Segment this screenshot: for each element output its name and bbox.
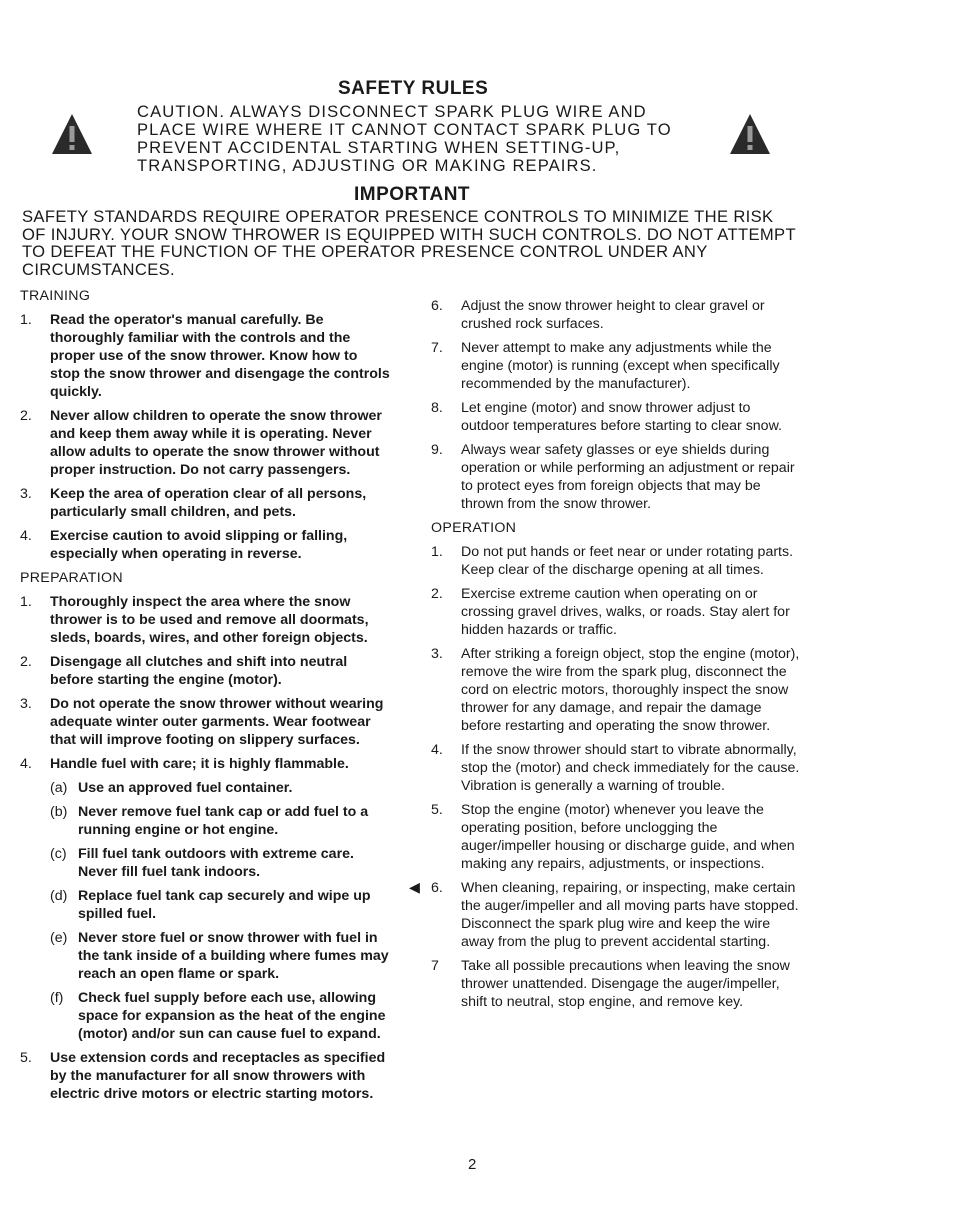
list-item (431, 441, 801, 513)
sub-item-text: Check fuel supply before each use, allowing space for expansion as the heat of the engine (motor) and/or sun can cause fuel to expand. (78, 990, 386, 1042)
sub-item-text: Use an approved fuel container. (78, 780, 293, 796)
page-title: SAFETY RULES (338, 78, 489, 99)
item-number: 6. (431, 880, 443, 896)
sub-item-letter: (c) (50, 846, 67, 862)
left-column (20, 287, 390, 1109)
item-number: 2. (20, 654, 32, 670)
list-item (20, 593, 390, 647)
item-number: 7. (431, 340, 443, 356)
item-text: Read the operator's manual carefully. Be thoroughly familiar with the controls and the proper use of the snow thrower. Know how to stop the snow thrower and disengage the controls quickly. (50, 312, 390, 400)
page-number: 2 (468, 1156, 477, 1173)
sub-item-letter: (a) (50, 780, 68, 796)
operation-heading: OPERATION (431, 520, 517, 536)
list-item (431, 543, 801, 579)
sub-item-letter: (b) (50, 804, 68, 820)
item-text: Keep the area of operation clear of all persons, particularly small children, and pets. (50, 486, 367, 520)
preparation-heading: PREPARATION (20, 570, 123, 586)
list-item (431, 399, 801, 435)
item-text: Always wear safety glasses or eye shields during operation or while performing an adjustment or repair to protect eyes from foreign objects that may be thrown from the snow thrower. (461, 442, 795, 512)
item-number: 3. (431, 646, 443, 662)
list-item (20, 1049, 390, 1103)
item-text: Use extension cords and receptacles as specified by the manufacturer for all snow throwers with electric drive motors or electric starting motors. (50, 1050, 386, 1102)
item-text: Take all possible precautions when leaving the snow thrower unattended. Disengage the auger/impeller, shift to neutral, stop engine, and remove key. (461, 958, 790, 1010)
list-item (409, 879, 801, 951)
item-text: Thoroughly inspect the area where the snow thrower is to be used and remove all doormats, sleds, boards, wires, and other foreign objects. (50, 594, 369, 646)
item-number: 4. (20, 756, 32, 772)
item-number: 5. (431, 802, 443, 818)
item-number: 5. (20, 1050, 32, 1066)
sub-item-text: Replace fuel tank cap securely and wipe up spilled fuel. (78, 888, 371, 922)
caution-text: CAUTION. ALWAYS DISCONNECT SPARK PLUG WIRE AND PLACE WIRE WHERE IT CANNOT CONTACT SPARK PLUG TO PREVENT ACCIDENTAL STARTING WHEN SETTING-UP, TRANSPORTING, ADJUSTING OR MAKING REPAIRS. (137, 102, 672, 175)
item-text: Handle fuel with care; it is highly flammable. (50, 756, 349, 772)
item-text: When cleaning, repairing, or inspecting, make certain the auger/impeller and all moving parts have stopped. Disconnect the spark plug wire and keep the wire away from the plug to prevent accidental starting. (461, 880, 799, 950)
item-number: 6. (431, 298, 443, 314)
item-text: After striking a foreign object, stop the engine (motor), remove the wire from the spark plug, disconnect the cord on electric motors, thoroughly inspect the snow thrower for any damage, and repair the damage before restarting and operating the snow thrower. (461, 646, 800, 734)
item-number: 1. (20, 312, 32, 328)
important-text: SAFETY STANDARDS REQUIRE OPERATOR PRESENCE CONTROLS TO MINIMIZE THE RISK OF INJURY. YOUR SNOW THROWER IS EQUIPPED WITH SUCH CONTROLS. DO NOT ATTEMPT TO DEFEAT THE FUNCTION OF THE OPERATOR PRESENCE CONTROL UNDER ANY CIRCUMSTANCES. (22, 207, 796, 279)
sub-item-text: Never remove fuel tank cap or add fuel to a running engine or hot engine. (78, 804, 369, 838)
training-heading: TRAINING (20, 288, 91, 304)
item-text: Never allow children to operate the snow thrower and keep them away while it is operating. Never allow adults to operate the snow thrower without proper instruction. Do not carry passengers. (50, 408, 382, 478)
list-item (20, 485, 390, 521)
item-text: Do not put hands or feet near or under rotating parts. Keep clear of the discharge opening at all times. (461, 544, 794, 578)
list-item (20, 755, 390, 773)
item-number: 2. (431, 586, 443, 602)
sub-item-letter: (f) (50, 990, 64, 1006)
sub-item-letter: (e) (50, 930, 68, 946)
sub-item-text: Never store fuel or snow thrower with fuel in the tank inside of a building where fumes may reach an open flame or spark. (78, 930, 389, 982)
list-item (20, 407, 390, 479)
list-item (431, 741, 801, 795)
sub-item-letter: (d) (50, 888, 68, 904)
sub-list-item (20, 887, 390, 923)
sub-item-text: Fill fuel tank outdoors with extreme care. Never fill fuel tank indoors. (78, 846, 354, 880)
item-number: 1. (431, 544, 443, 560)
item-text: Exercise caution to avoid slipping or falling, especially when operating in reverse. (50, 528, 348, 562)
item-text: Do not operate the snow thrower without wearing adequate winter outer garments. Wear footwear that will improve footing on slippery surfaces. (50, 696, 384, 748)
sub-list-item (20, 989, 390, 1043)
item-number: 3. (20, 486, 32, 502)
important-heading: IMPORTANT (354, 184, 471, 205)
list-item (431, 297, 801, 333)
item-number: 9. (431, 442, 443, 458)
sub-list-item (20, 779, 390, 797)
list-item (20, 527, 390, 563)
item-number: 4. (20, 528, 32, 544)
arrow-left-icon: ◀ (409, 880, 420, 896)
list-item (431, 645, 801, 735)
item-number: 2. (20, 408, 32, 424)
list-item (431, 585, 801, 639)
sub-list-item (20, 803, 390, 839)
item-number: 4. (431, 742, 443, 758)
item-text: Disengage all clutches and shift into neutral before starting the engine (motor). (50, 654, 348, 688)
list-item (431, 957, 801, 1011)
item-number: 1. (20, 594, 32, 610)
list-item (431, 339, 801, 393)
item-number: 7 (431, 958, 439, 974)
warning-triangle-icon (728, 112, 772, 156)
list-item (20, 311, 390, 401)
list-item (20, 695, 390, 749)
item-text: Exercise extreme caution when operating on or crossing gravel drives, walks, or roads. Stay alert for hidden hazards or traffic. (461, 586, 790, 638)
sub-list-item (20, 929, 390, 983)
item-text: Adjust the snow thrower height to clear gravel or crushed rock surfaces. (461, 298, 765, 332)
list-item (431, 801, 801, 873)
right-column (409, 297, 801, 1017)
item-number: 3. (20, 696, 32, 712)
warning-triangle-icon (50, 112, 94, 156)
item-text: Never attempt to make any adjustments while the engine (motor) is running (except when specifically recommended by the manufacturer). (461, 340, 780, 392)
item-number: 8. (431, 400, 443, 416)
list-item (20, 653, 390, 689)
sub-list-item (20, 845, 390, 881)
item-text: If the snow thrower should start to vibrate abnormally, stop the (motor) and check immediately for the cause. Vibration is generally a warning of trouble. (461, 742, 800, 794)
item-text: Let engine (motor) and snow thrower adjust to outdoor temperatures before starting to clear snow. (461, 400, 782, 434)
item-text: Stop the engine (motor) whenever you leave the operating position, before unclogging the auger/impeller housing or discharge guide, and when making any repairs, adjustments, or inspections. (461, 802, 795, 872)
